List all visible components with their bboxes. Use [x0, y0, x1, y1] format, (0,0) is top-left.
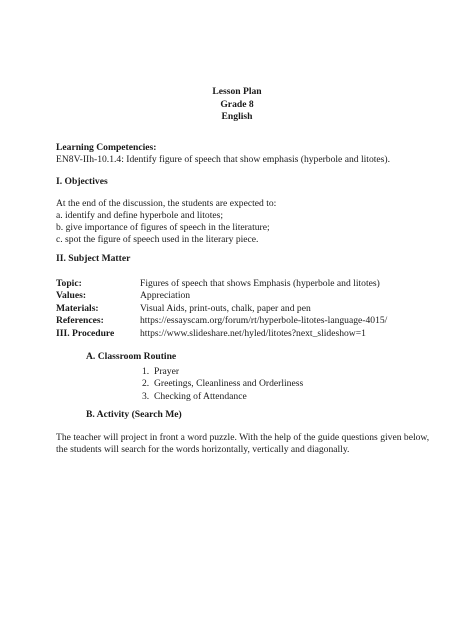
objective-item: c. spot the figure of speech used in the literary piece.: [56, 234, 259, 245]
competencies-section: [56, 142, 436, 166]
classroom-routine-heading: A. Classroom Routine: [86, 351, 177, 362]
subject-row-references: [56, 315, 387, 327]
list-item: [142, 391, 303, 403]
list-text: Prayer: [154, 366, 180, 377]
activity-description: [56, 432, 436, 456]
subject-matter-heading-text: II. Subject Matter: [56, 253, 131, 264]
row-key: Values:: [56, 290, 87, 302]
activity-heading: B. Activity (Search Me): [86, 409, 182, 420]
list-text: Checking of Attendance: [154, 390, 247, 402]
objective-item: b. give importance of figures of speech in the literature;: [56, 222, 270, 233]
objectives-heading: [56, 176, 436, 188]
competencies-text: EN8V-IIh-10.1.4: Identify figure of speech that show emphasis (hyperbole and litotes).: [56, 154, 391, 165]
document-title: Lesson Plan: [212, 86, 262, 97]
competencies-heading: Learning Competencies:: [56, 142, 157, 153]
activity-line: the students will search for the words horizontally, vertically and diagonally.: [56, 444, 350, 455]
subject-row-topic: [56, 278, 387, 290]
row-value: Appreciation: [140, 290, 191, 302]
row-key: References:: [56, 315, 104, 327]
row-key: Materials:: [56, 302, 99, 314]
subject-label: English: [221, 111, 253, 122]
subject-row-values: [56, 290, 387, 302]
objective-item: a. identify and define hyperbole and litotes;: [56, 210, 224, 221]
list-item: [142, 378, 303, 390]
procedure-heading-text: III. Procedure: [56, 328, 115, 339]
list-number: 3.: [142, 390, 150, 402]
objectives-section: [56, 198, 436, 246]
row-value: Figures of speech that shows Emphasis (hyperbole and litotes): [140, 278, 380, 289]
objectives-heading-text: I. Objectives: [56, 176, 108, 187]
subject-matter-heading: [56, 253, 436, 265]
document-header: [0, 86, 474, 124]
activity-line: The teacher will project in front a word puzzle. With the help of the guide questions given below,: [56, 432, 430, 443]
row-key: Topic:: [56, 278, 82, 289]
reference-link[interactable]: https://essayscam.org/forum/rt/hyperbole-litotes-language-4015/: [140, 315, 388, 327]
classroom-routine-list: [142, 366, 303, 403]
list-text: Greetings, Cleanliness and Orderliness: [154, 378, 304, 390]
row-value: Visual Aids, print-outs, chalk, paper and pen: [140, 302, 311, 314]
subject-row-materials: [56, 303, 387, 315]
list-number: 1.: [142, 366, 150, 377]
procedure-heading: [56, 328, 436, 340]
objectives-intro: At the end of the discussion, the students are expected to:: [56, 198, 277, 209]
reference-link[interactable]: https://www.slideshare.net/hyled/litotes?next_slideshow=1: [140, 327, 366, 339]
list-item: [142, 366, 303, 378]
grade-label: Grade 8: [220, 98, 254, 110]
list-number: 2.: [142, 378, 150, 390]
